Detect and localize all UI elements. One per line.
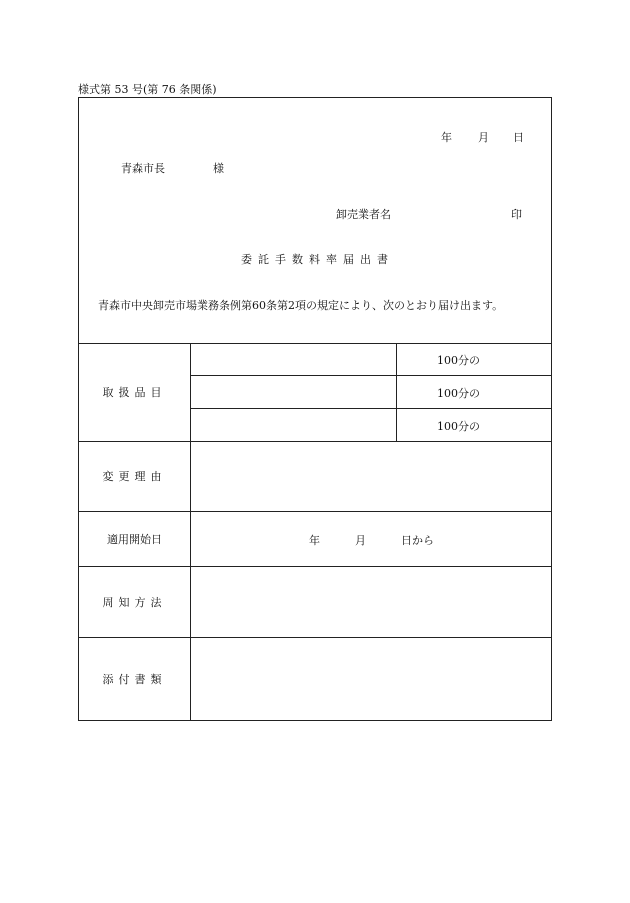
reason-label: 変更理由 [102, 470, 167, 483]
date-day-label: 日 [513, 131, 524, 144]
form-frame [78, 97, 552, 721]
notice-method-field[interactable] [190, 566, 551, 637]
reason-field[interactable] [190, 441, 551, 511]
attachments-label: 添付書類 [102, 672, 167, 686]
rate-row-2: 100分の [437, 387, 480, 400]
date-year-label: 年 [441, 131, 452, 144]
item-cell-1[interactable] [190, 343, 396, 375]
rate-column-rule [396, 343, 397, 441]
start-date-label: 適用開始日 [107, 532, 162, 546]
items-label: 取扱品目 [102, 386, 167, 399]
date-month-label: 月 [478, 131, 489, 144]
seal-label: 印 [511, 208, 522, 221]
start-date-year: 年 [309, 534, 320, 547]
start-date-month: 月 [355, 534, 366, 547]
rate-row-1: 100分の [437, 354, 480, 367]
wholesaler-label: 卸売業者名 [336, 208, 391, 221]
attachments-field[interactable] [190, 637, 551, 720]
document-title: 委託手数料率届出書 [241, 253, 394, 266]
item-cell-3[interactable] [190, 408, 396, 441]
addressee: 青森市長 [121, 162, 165, 175]
honorific: 様 [213, 162, 224, 175]
statement: 青森市中央卸売市場業務条例第60条第2項の規定により、次のとおり届け出ます。 [98, 299, 504, 312]
rate-row-3: 100分の [437, 420, 480, 433]
item-cell-2[interactable] [190, 375, 396, 408]
form-number: 様式第 53 号(第 76 条関係) [78, 83, 217, 96]
notice-method-label: 周知方法 [102, 595, 167, 609]
start-date-day-from: 日から [401, 534, 434, 547]
